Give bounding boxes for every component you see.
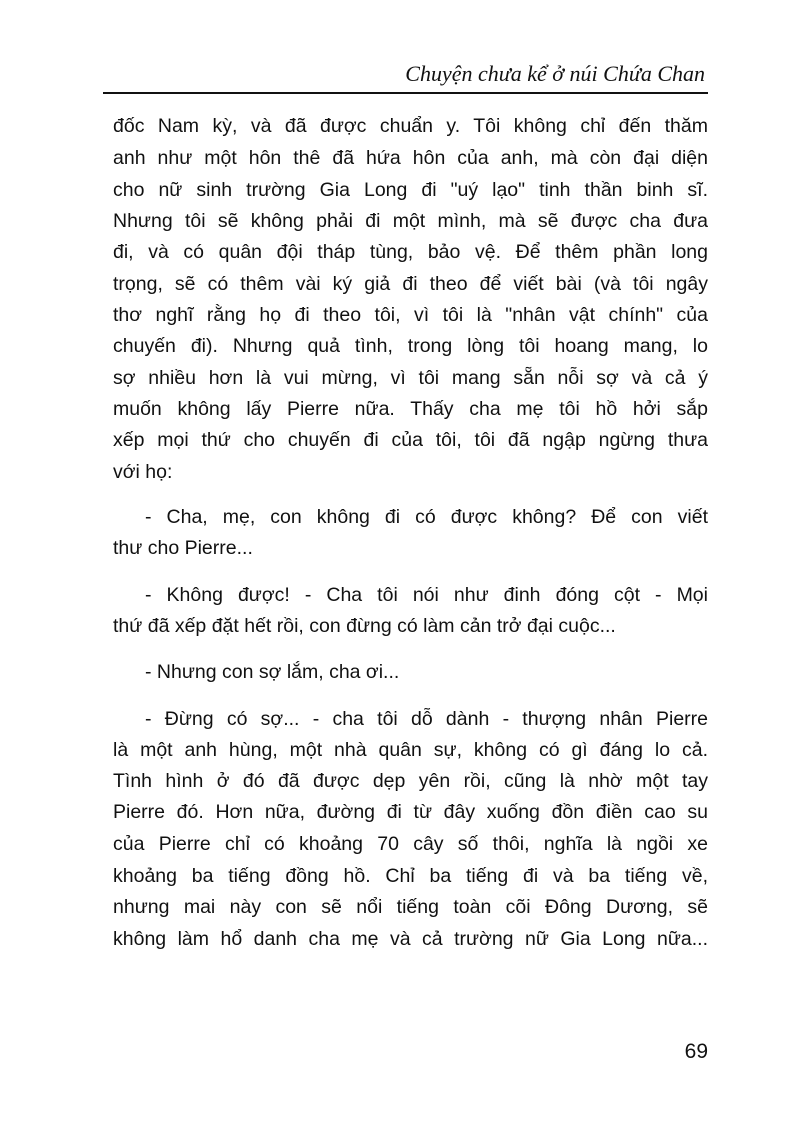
text-line: thơ nghĩ rằng họ đi theo tôi, vì tôi là "nhân vật chính" của (113, 304, 708, 326)
text-line: nhưng mai này con sẽ nổi tiếng toàn cõi Đông Dương, sẽ (113, 896, 708, 918)
text-line: anh như một hôn thê đã hứa hôn của anh, mà còn đại diện (113, 147, 708, 169)
text-line: - Đừng có sợ... - cha tôi dỗ dành - thượng nhân Pierre (145, 708, 708, 730)
text-line: muốn không lấy Pierre nữa. Thấy cha mẹ tôi hồ hởi sắp (113, 398, 708, 420)
text-line: của Pierre chỉ có khoảng 70 cây số thôi, nghĩa là ngồi xe (113, 833, 708, 855)
text-line: không làm hổ danh cha mẹ và cả trường nữ Gia Long nữa... (113, 928, 708, 950)
header-rule (103, 92, 708, 94)
text-line: Tình hình ở đó đã được dẹp yên rồi, cũng là nhờ một tay (113, 770, 708, 792)
text-line: - Nhưng con sợ lắm, cha ơi... (145, 661, 400, 683)
page-number: 69 (684, 1040, 708, 1063)
text-line: cho nữ sinh trường Gia Long đi "uý lạo" tinh thần binh sĩ. (113, 179, 708, 201)
text-line: - Không được! - Cha tôi nói như đinh đóng cột - Mọi (145, 584, 708, 606)
text-line: trọng, sẽ có thêm vài ký giả đi theo để viết bài (và tôi ngây (113, 273, 708, 295)
text-line: đi, và có quân đội tháp tùng, bảo vệ. Để thêm phần long (113, 241, 708, 263)
text-line: xếp mọi thứ cho chuyến đi của tôi, tôi đã ngập ngừng thưa (113, 429, 708, 451)
text-line: sợ nhiều hơn là vui mừng, vì tôi mang sẵn nỗi sợ và cả ý (113, 367, 708, 389)
text-line: Nhưng tôi sẽ không phải đi một mình, mà sẽ được cha đưa (113, 210, 708, 232)
text-line: chuyến đi). Nhưng quả tình, trong lòng tôi hoang mang, lo (113, 335, 708, 357)
text-line: với họ: (113, 461, 173, 483)
text-line: thứ đã xếp đặt hết rồi, con đừng có làm cản trở đại cuộc... (113, 615, 616, 637)
text-line: Pierre đó. Hơn nữa, đường đi từ đây xuống đồn điền cao su (113, 801, 708, 823)
text-line: là một anh hùng, một nhà quân sự, không có gì đáng lo cả. (113, 739, 708, 761)
text-line: - Cha, mẹ, con không đi có được không? Để con viết (145, 506, 708, 528)
text-line: khoảng ba tiếng đồng hồ. Chỉ ba tiếng đi và ba tiếng về, (113, 865, 708, 887)
running-header: Chuyện chưa kể ở núi Chứa Chan (405, 61, 705, 86)
text-line: thư cho Pierre... (113, 537, 253, 559)
text-line: đốc Nam kỳ, và đã được chuẩn y. Tôi không chỉ đến thăm (113, 115, 708, 137)
